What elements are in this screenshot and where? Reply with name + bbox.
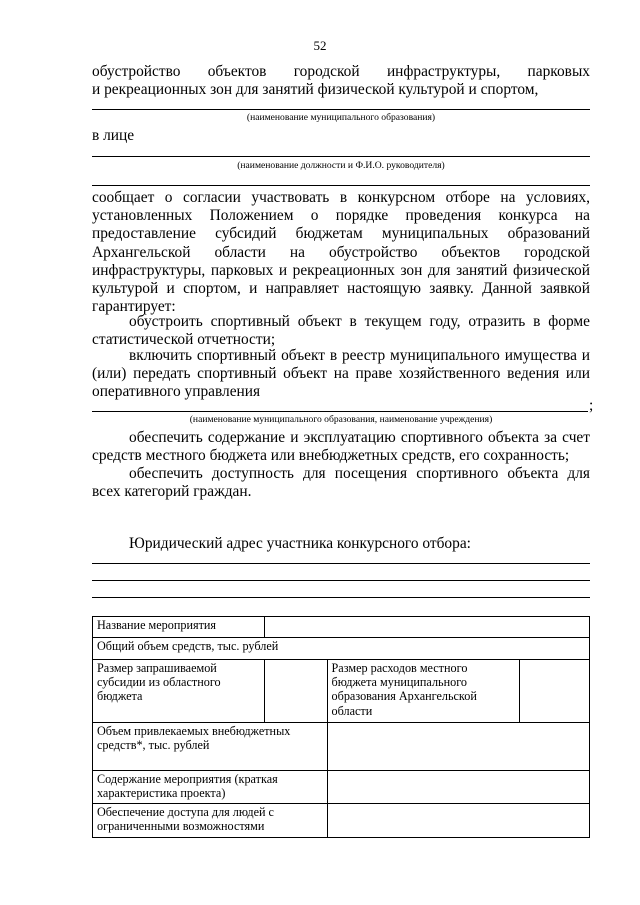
guarantee-3: обеспечить содержание и эксплуатацию спортивного объекта за счет средств местного бюджета или внебюджетных средств, его сохранность; — [92, 429, 590, 465]
accessibility-label: Обеспечение доступа для людей с ограниченными возможностями — [93, 804, 328, 838]
table-row — [93, 723, 590, 771]
caption-head: (наименование должности и Ф.И.О. руководителя) — [237, 160, 445, 171]
extrabudgetary-value[interactable] — [327, 723, 589, 771]
address-line-2 — [92, 580, 590, 581]
semicolon: ; — [589, 397, 594, 414]
intro-word: обустройство — [92, 63, 181, 80]
address-line-3 — [92, 597, 590, 598]
intro-line-2: и рекреационных зон для занятий физической культурой и спортом, — [92, 81, 539, 98]
intro-word: инфраструктуры, — [386, 63, 501, 80]
page-number: 52 — [313, 38, 327, 53]
guarantee-4: обеспечить доступность для посещения спортивного объекта для всех категорий граждан. — [92, 465, 590, 501]
subsidy-requested-label: Размер запрашиваемой субсидии из областного бюджета — [93, 660, 265, 723]
guarantee-1: обустроить спортивный объект в текущем году, отразить в форме статистической отчетности; — [92, 313, 590, 349]
event-content-value[interactable] — [327, 771, 589, 804]
in-person-label: в лице — [92, 127, 135, 144]
event-name-value[interactable] — [264, 617, 589, 638]
intro-word: парковых — [527, 63, 590, 80]
intro-word: городской — [293, 63, 360, 80]
caption-municipality: (наименование муниципального образования) — [246, 112, 436, 123]
local-budget-label: Размер расходов местного бюджета муниципального образования Архангельской области — [327, 660, 520, 723]
table-row — [93, 804, 590, 838]
total-volume-label: Общий объем средств, тыс. рублей — [93, 638, 590, 660]
municipality-fill-line — [92, 109, 590, 110]
intro-word: объектов — [207, 63, 267, 80]
institution-fill-line — [92, 411, 588, 412]
head-fill-line-2 — [92, 185, 590, 186]
extrabudgetary-label: Объем привлекаемых внебюджетных средств*, тыс. рублей — [93, 723, 328, 771]
event-content-label: Содержание мероприятия (краткая характеристика проекта) — [93, 771, 328, 804]
body-paragraph: сообщает о согласии участвовать в конкурсном отборе на условиях, установленных Положением о порядке проведения конкурса на предоставление субсидий бюджетам муниципальных образований Архангельской области на обустройство объектов городской инфраструктуры, парковых и рекреационных зон для занятий физической культурой и спортом, и направляет настоящую заявку. Данной заявкой гарантирует: — [92, 189, 590, 316]
table-row — [93, 617, 590, 638]
legal-address-label: Юридический адрес участника конкурсного отбора: — [129, 535, 471, 552]
table-row — [93, 771, 590, 804]
intro-line-1 — [92, 63, 590, 81]
accessibility-value[interactable] — [327, 804, 589, 838]
subsidy-requested-value[interactable] — [264, 660, 327, 723]
caption-institution: (наименование муниципального образования, наименование учреждения) — [189, 414, 493, 425]
guarantee-2: включить спортивный объект в реестр муниципального имущества и (или) передать спортивный объект на праве хозяйственного ведения или оперативного управления — [92, 347, 590, 401]
table-row — [93, 660, 590, 723]
table-row — [93, 638, 590, 660]
application-table — [92, 616, 590, 838]
event-name-label: Название мероприятия — [93, 617, 265, 638]
address-line-1 — [92, 563, 590, 564]
head-fill-line — [92, 156, 590, 157]
local-budget-value[interactable] — [520, 660, 590, 723]
